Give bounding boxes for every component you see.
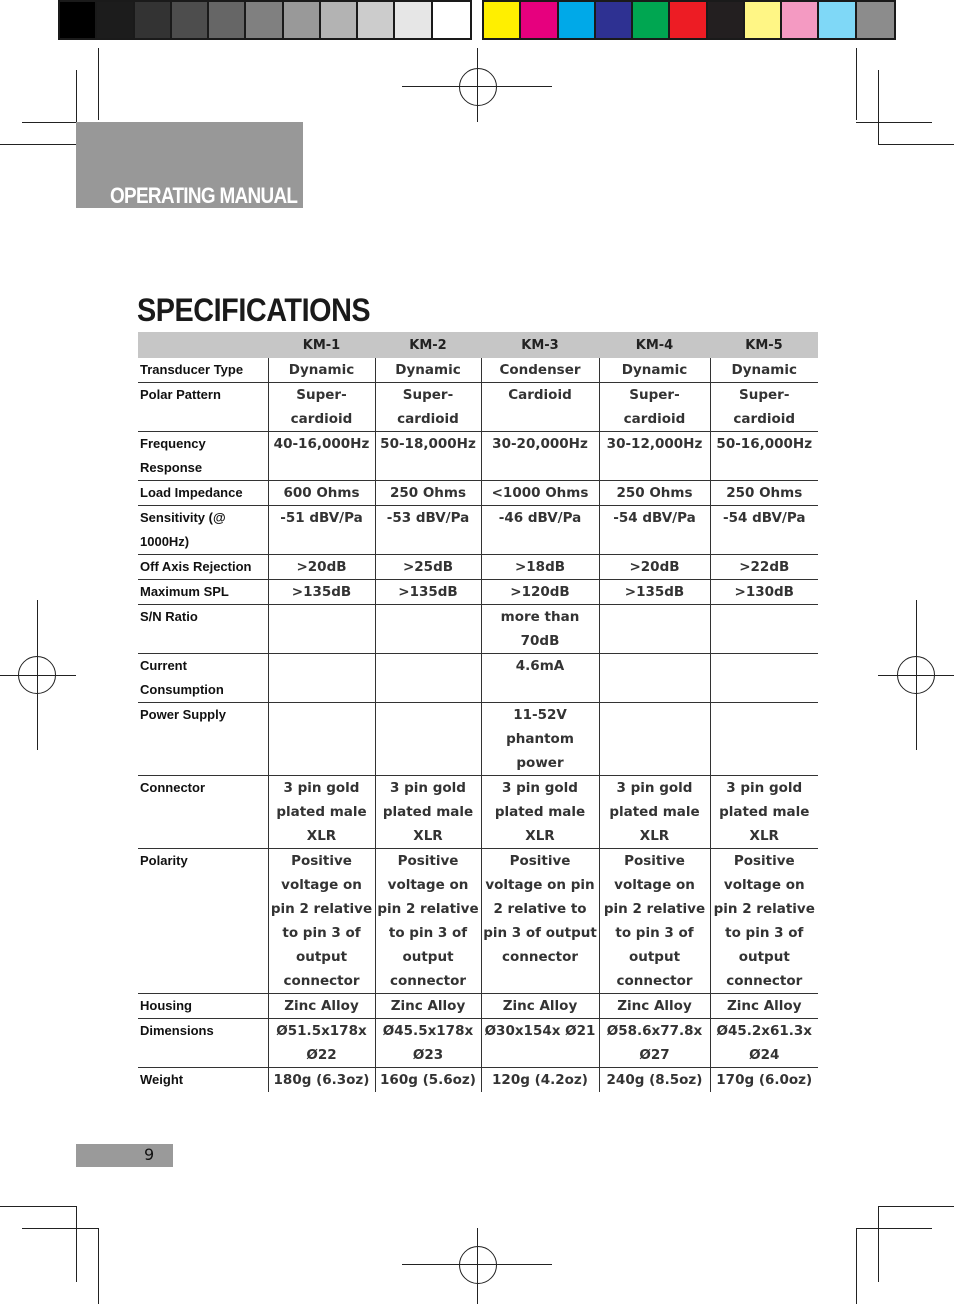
table-cell: -54 dBV/Pa: [599, 506, 710, 555]
table-cell: Positive voltage on pin 2 relative to pin 3 of output connector: [599, 849, 710, 994]
table-cell: Super-cardioid: [710, 383, 818, 432]
table-cell: Zinc Alloy: [599, 994, 710, 1019]
table-cell: 11-52V phantom power: [481, 703, 599, 776]
table-cell: [599, 654, 710, 703]
table-cell: Super-cardioid: [375, 383, 481, 432]
table-cell: >135dB: [375, 580, 481, 605]
color-swatch: [819, 2, 856, 38]
table-cell: >135dB: [599, 580, 710, 605]
table-cell: 3 pin gold plated male XLR: [599, 776, 710, 849]
row-label: Weight: [140, 1072, 184, 1087]
grayscale-color-bar: [58, 0, 472, 40]
table-row: [138, 1068, 818, 1093]
row-label: S/N Ratio: [138, 605, 268, 654]
table-row: [138, 555, 818, 580]
table-cell: >22dB: [710, 555, 818, 580]
table-row: [138, 481, 818, 506]
table-cell: [375, 703, 481, 776]
table-cell: more than 70dB: [481, 605, 599, 654]
color-swatch: [708, 2, 745, 38]
table-row: [138, 776, 818, 849]
table-cell: [599, 703, 710, 776]
table-cell: Super-cardioid: [268, 383, 375, 432]
table-cell: Cardioid: [481, 383, 599, 432]
table-cell: Positive voltage on pin 2 relative to pin 3 of output connector: [268, 849, 375, 994]
table-cell: Dynamic: [710, 358, 818, 383]
table-row: [138, 383, 818, 432]
table-cell: [268, 654, 375, 703]
table-cell: Ø45.2x61.3x Ø24: [710, 1019, 818, 1068]
table-cell: 160g (5.6oz): [375, 1068, 481, 1093]
table-cell: >130dB: [710, 580, 818, 605]
row-label: Polarity: [138, 849, 268, 994]
table-row: [138, 432, 818, 481]
table-cell: 170g (6.0oz): [710, 1068, 818, 1093]
table-cell: 40-16,000Hz: [268, 432, 375, 481]
table-cell: >120dB: [481, 580, 599, 605]
color-swatch: [135, 2, 172, 38]
color-swatch: [559, 2, 596, 38]
process-color-bar: [482, 0, 896, 40]
color-swatch: [596, 2, 633, 38]
table-cell: -54 dBV/Pa: [710, 506, 818, 555]
table-row: [138, 358, 818, 383]
column-header: KM-1: [268, 332, 375, 358]
table-cell: 250 Ohms: [375, 481, 481, 506]
table-cell: 3 pin gold plated male XLR: [710, 776, 818, 849]
table-cell: 250 Ohms: [599, 481, 710, 506]
table-cell: Ø58.6x77.8x Ø27: [599, 1019, 710, 1068]
table-cell: -53 dBV/Pa: [375, 506, 481, 555]
table-cell: [599, 605, 710, 654]
row-label: Polar Pattern: [138, 383, 268, 432]
table-cell: 50-18,000Hz: [375, 432, 481, 481]
table-cell: [710, 654, 818, 703]
table-row: [138, 654, 818, 703]
table-cell: 120g (4.2oz): [481, 1068, 599, 1093]
manual-title: OPERATING MANUAL: [110, 183, 298, 208]
table-cell: >20dB: [599, 555, 710, 580]
table-cell: 250 Ohms: [710, 481, 818, 506]
table-cell: Dynamic: [599, 358, 710, 383]
row-label: Load Impedance: [138, 481, 268, 506]
table-row: [138, 994, 818, 1019]
color-swatch: [284, 2, 321, 38]
table-cell: 3 pin gold plated male XLR: [481, 776, 599, 849]
table-cell: 30-12,000Hz: [599, 432, 710, 481]
table-cell: -51 dBV/Pa: [268, 506, 375, 555]
row-label: Power Supply: [138, 703, 268, 776]
table-cell: Ø45.5x178x Ø23: [375, 1019, 481, 1068]
column-header: KM-2: [375, 332, 481, 358]
table-row: [138, 506, 818, 555]
color-swatch: [97, 2, 134, 38]
table-cell: Dynamic: [268, 358, 375, 383]
page-number: 9: [144, 1145, 155, 1164]
table-row: [138, 580, 818, 605]
table-cell: Positive voltage on pin 2 relative to pin 3 of output connector: [481, 849, 599, 994]
table-cell: Positive voltage on pin 2 relative to pin 3 of output connector: [710, 849, 818, 994]
column-header: KM-3: [481, 332, 599, 358]
table-cell: Zinc Alloy: [481, 994, 599, 1019]
table-cell: Zinc Alloy: [710, 994, 818, 1019]
table-cell: Ø30x154x Ø21: [481, 1019, 599, 1068]
page-title: SPECIFICATIONS: [137, 292, 371, 328]
table-cell: Super-cardioid: [599, 383, 710, 432]
color-swatch: [782, 2, 819, 38]
page-number-box: [76, 1144, 173, 1167]
color-swatch: [321, 2, 358, 38]
table-cell: Zinc Alloy: [268, 994, 375, 1019]
table-cell: 180g (6.3oz): [268, 1068, 375, 1093]
table-cell: Dynamic: [375, 358, 481, 383]
table-cell: >135dB: [268, 580, 375, 605]
table-cell: 600 Ohms: [268, 481, 375, 506]
color-swatch: [395, 2, 432, 38]
color-swatch: [60, 2, 97, 38]
table-cell: <1000 Ohms: [481, 481, 599, 506]
row-label: Transducer Type: [138, 358, 268, 383]
table-cell: -46 dBV/Pa: [481, 506, 599, 555]
row-label: Off Axis Rejection: [138, 555, 268, 580]
color-swatch: [433, 2, 470, 38]
color-swatch: [745, 2, 782, 38]
table-cell: [710, 703, 818, 776]
table-cell: [375, 654, 481, 703]
row-label: Dimensions: [138, 1019, 268, 1068]
color-swatch: [172, 2, 209, 38]
table-header-row: [138, 332, 818, 358]
table-cell: [268, 605, 375, 654]
color-swatch: [633, 2, 670, 38]
color-swatch: [358, 2, 395, 38]
table-row: [138, 703, 818, 776]
table-cell: 3 pin gold plated male XLR: [268, 776, 375, 849]
row-label: Current Consumption: [138, 654, 268, 703]
table-cell: 30-20,000Hz: [481, 432, 599, 481]
table-cell: [710, 605, 818, 654]
row-label: Connector: [138, 776, 268, 849]
table-row: [138, 849, 818, 994]
row-label: Sensitivity (@ 1000Hz): [138, 506, 268, 555]
row-label: Frequency Response: [138, 432, 268, 481]
table-cell: >18dB: [481, 555, 599, 580]
table-cell: 4.6mA: [481, 654, 599, 703]
color-swatch: [246, 2, 283, 38]
table-cell: Ø51.5x178x Ø22: [268, 1019, 375, 1068]
header-corner: [138, 332, 268, 358]
table-cell: 50-16,000Hz: [710, 432, 818, 481]
table-cell: Condenser: [481, 358, 599, 383]
table-cell: Positive voltage on pin 2 relative to pin 3 of output connector: [375, 849, 481, 994]
specifications-table: [138, 332, 818, 1092]
column-header: KM-4: [599, 332, 710, 358]
table-cell: >20dB: [268, 555, 375, 580]
color-swatch: [857, 2, 894, 38]
table-row: [138, 605, 818, 654]
color-swatch: [484, 2, 521, 38]
row-label: Maximum SPL: [138, 580, 268, 605]
table-cell: 240g (8.5oz): [599, 1068, 710, 1093]
color-swatch: [521, 2, 558, 38]
table-cell: >25dB: [375, 555, 481, 580]
table-row: [138, 1019, 818, 1068]
table-cell: [268, 703, 375, 776]
color-swatch: [670, 2, 707, 38]
column-header: KM-5: [710, 332, 818, 358]
row-label: Housing: [138, 994, 268, 1019]
color-swatch: [209, 2, 246, 38]
table-cell: [375, 605, 481, 654]
table-cell: 3 pin gold plated male XLR: [375, 776, 481, 849]
table-cell: Zinc Alloy: [375, 994, 481, 1019]
